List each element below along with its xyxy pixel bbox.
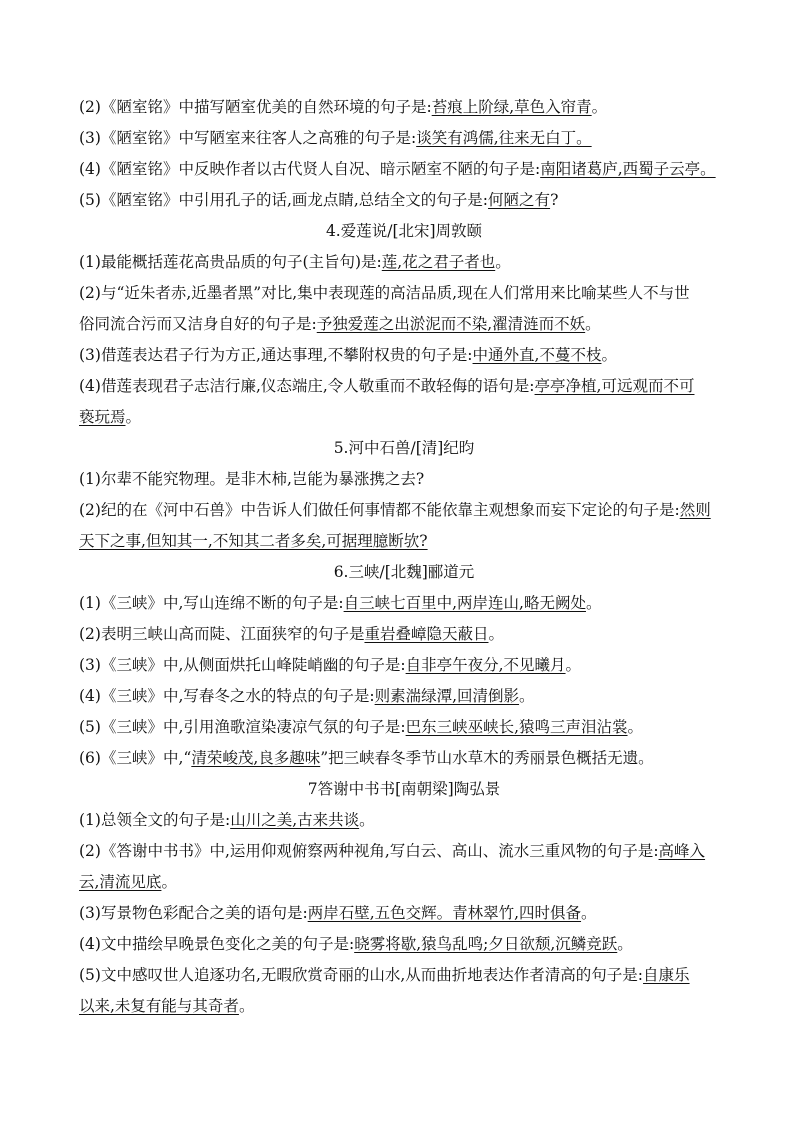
question-line (79, 960, 729, 991)
question-text: (1)《三峡》中,写山连绵不断的句子是: (79, 594, 344, 612)
trailing-text: 。 (488, 625, 504, 643)
question-text: (4)借莲表现君子志洁行廉,仪态端庄,令人敬重而不敢轻侮的语句是: (79, 377, 535, 395)
question-text: (4)《三峡》中,写春冬之水的特点的句子是: (79, 687, 375, 705)
trailing-text: 。 (585, 594, 602, 612)
answer-text: 巴东三峡巫峡长,猿鸣三声泪沾裳 (405, 718, 628, 736)
document-content (79, 92, 729, 1022)
question-text: (2)表明三峡山高而陡、江面狭窄的句子是 (79, 625, 365, 643)
section-heading: 7答谢中书书[南朝梁]陶弘景 (307, 780, 501, 798)
answer-text: 予独爱莲之出淤泥而不染,濯清涟而不妖 (316, 315, 586, 333)
trailing-text: 。 (627, 718, 644, 736)
question-text: (2)纪的在《河中石兽》中告诉人们做任何事情都不能依靠主观想象而妄下定论的句子是: (79, 501, 680, 519)
question-line (79, 898, 729, 929)
question-line (79, 650, 729, 681)
question-line (79, 526, 729, 557)
question-line (79, 929, 729, 960)
answer-text: 晓雾将歇,猿鸟乱鸣;夕日欲颓,沉鳞竞跃 (354, 935, 618, 953)
answer-text: 亵玩焉 (79, 408, 126, 426)
question-line (79, 712, 729, 743)
question-text: (3)写景物色彩配合之美的语句是: (79, 904, 308, 922)
question-text: (4)文中描绘早晚景色变化之美的句子是: (79, 935, 355, 953)
trailing-text: 。 (161, 873, 177, 891)
question-line (79, 123, 729, 154)
question-text: (2)《陋室铭》中描写陋室优美的自然环境的句子是: (79, 98, 432, 116)
question-text: (3)《陋室铭》中写陋室来往客人之高雅的句子是: (79, 129, 417, 147)
question-line (79, 185, 729, 216)
answer-text: 自康乐 (643, 966, 690, 984)
trailing-text: 。 (519, 687, 535, 705)
section-heading: 5.河中石兽/[清]纪昀 (333, 439, 475, 457)
answer-text: 谈笑有鸿儒,往来无白丁。 (416, 129, 592, 147)
section-heading: 4.爱莲说/[北宋]周敦颐 (325, 222, 483, 240)
answer-text: 山川之美,古来共谈 (230, 811, 360, 829)
trailing-text: ”把三峡春冬季节山水草木的秀丽景色概括无遗。 (320, 749, 654, 767)
question-line (79, 867, 729, 898)
question-line (79, 402, 729, 433)
answer-text: 自三峡七百里中,两岸连山,略无阙处 (343, 594, 586, 612)
answer-text: 自非亭午夜分,不见曦月 (405, 656, 566, 674)
question-line (79, 371, 729, 402)
question-line (79, 991, 729, 1022)
trailing-text: 。 (601, 346, 617, 364)
answer-text: 两岸石壁,五色交辉。青林翠竹,四时俱备 (307, 904, 582, 922)
answer-text: 高峰入 (658, 842, 706, 860)
question-line (79, 309, 729, 340)
answer-text: 南阳诸葛庐,西蜀子云亭。 (540, 160, 716, 178)
question-line (79, 743, 729, 774)
question-text: (4)《陋室铭》中反映作者以古代贤人自况、暗示陋室不陋的句子是: (79, 160, 541, 178)
trailing-text: 。 (617, 935, 633, 953)
question-text: 俗同流合污而又洁身自好的句子是: (79, 315, 317, 333)
question-line (79, 464, 729, 495)
question-text: (5)《三峡》中,引用渔歌渲染凄凉气氛的句子是: (79, 718, 406, 736)
trailing-text: 。 (495, 253, 511, 271)
answer-text: 何陋之有 (488, 191, 551, 209)
trailing-text: 。 (359, 811, 375, 829)
question-line (79, 247, 729, 278)
question-text: (1)总领全文的句子是: (79, 811, 231, 829)
question-text: (5)《陋室铭》中引用孔子的话,画龙点睛,总结全文的句子是: (79, 191, 489, 209)
answer-text: 亭亭净植,可远观而不可 (534, 377, 695, 395)
section-heading: 6.三峡/[北魏]郦道元 (333, 563, 475, 581)
trailing-text: 。 (238, 997, 255, 1015)
answer-text: 中通外直,不蔓不枝 (472, 346, 602, 364)
question-line (79, 495, 729, 526)
answer-text: 以来,未复有能与其奇者 (79, 997, 239, 1015)
question-line (79, 681, 729, 712)
answer-text: 云,清流见底 (79, 873, 162, 891)
answer-text: 苔痕上阶绿,草色入帘青 (431, 98, 592, 116)
question-text: (2)《答谢中书书》中,运用仰观俯察两种视角,写白云、高山、流水三重风物的句子是: (79, 842, 659, 860)
question-text: (1)最能概括莲花高贵品质的句子(主旨句)是: (79, 253, 382, 271)
question-line (79, 619, 729, 650)
question-text: (3)《三峡》中,从侧面烘托山峰陡峭幽的句子是: (79, 656, 406, 674)
answer-text: 重岩叠嶂隐天蔽日 (364, 625, 489, 643)
question-text: (5)文中感叹世人追逐功名,无暇欣赏奇丽的山水,从而曲折地表达作者清高的句子是: (79, 966, 644, 984)
question-text: (1)尔辈不能究物理。是非木柿,岂能为暴涨携之去? (79, 470, 425, 488)
question-line (79, 92, 729, 123)
answer-text: 然则 (679, 501, 711, 519)
question-line (79, 278, 729, 309)
trailing-text: 。 (585, 315, 601, 333)
question-line (79, 340, 729, 371)
question-line (79, 154, 729, 185)
trailing-text: 。 (591, 98, 608, 116)
question-text: (3)借莲表达君子行为方正,通达事理,不攀附权贵的句子是: (79, 346, 473, 364)
answer-text: 莲,花之君子者也 (381, 253, 496, 271)
question-line (79, 805, 729, 836)
answer-text: 清荣峻茂,良多趣味 (191, 749, 321, 767)
question-text: (6)《三峡》中,“ (79, 749, 192, 767)
answer-text: 则素湍绿潭,回清倒影 (374, 687, 520, 705)
trailing-text: 。 (581, 904, 597, 922)
trailing-text: 。 (125, 408, 142, 426)
trailing-text: ? (550, 191, 559, 209)
question-text: (2)与“近朱者赤,近墨者黑”对比,集中表现莲的高洁品质,现在人们常用来比喻某些人不与世 (79, 284, 690, 302)
answer-text: 天下之事,但知其一,不知其二者多矣,可据理臆断欤? (79, 532, 428, 550)
question-line (79, 588, 729, 619)
question-line (79, 836, 729, 867)
trailing-text: 。 (565, 656, 582, 674)
